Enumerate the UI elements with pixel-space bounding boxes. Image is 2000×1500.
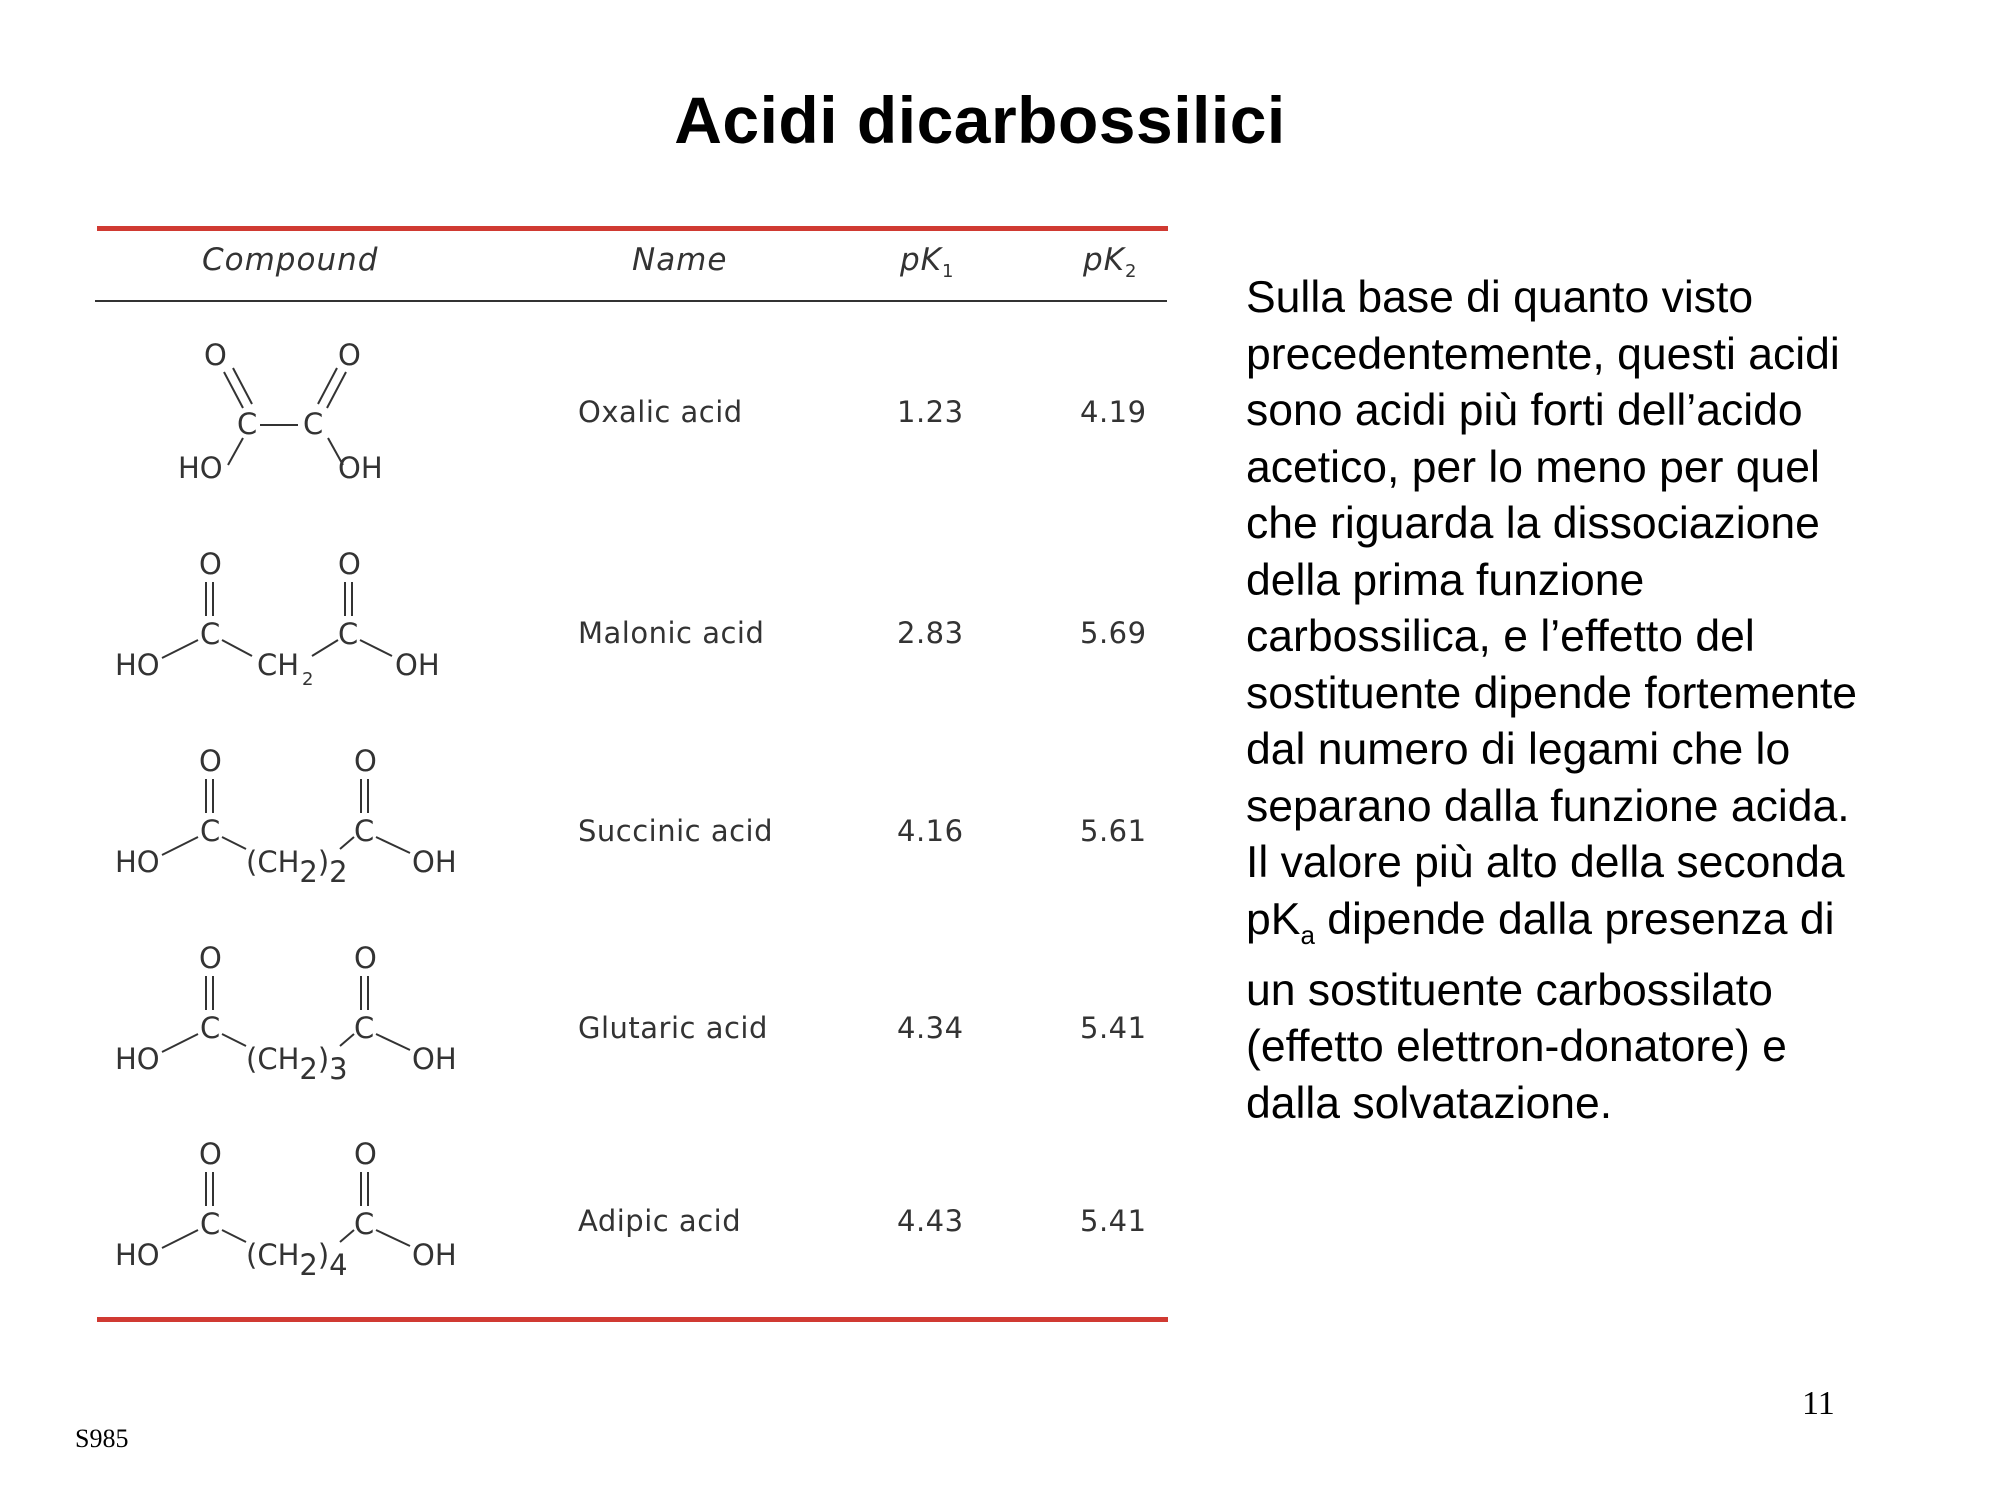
- paragraph-line: che riguarda la dissociazione: [1246, 499, 1820, 548]
- svg-text:(CH2)4: (CH2)4: [246, 1238, 348, 1282]
- svg-text:OH: OH: [412, 1238, 457, 1272]
- svg-text:C: C: [338, 617, 359, 651]
- svg-text:O: O: [338, 338, 361, 372]
- svg-text:HO: HO: [115, 1238, 160, 1272]
- svg-text:O: O: [199, 744, 222, 778]
- svg-text:C: C: [200, 617, 221, 651]
- pk2-value: 5.41: [1080, 1011, 1147, 1045]
- paragraph-line: (effetto elettron-donatore) e: [1246, 1022, 1787, 1072]
- svg-text:C: C: [237, 407, 258, 441]
- svg-text:OH: OH: [412, 1042, 457, 1076]
- svg-text:C: C: [200, 1011, 221, 1045]
- svg-text:CH: CH: [257, 648, 300, 682]
- structure-oxalic-acid: [100, 330, 460, 490]
- svg-text:OH: OH: [338, 451, 383, 485]
- svg-text:C: C: [303, 407, 324, 441]
- pk1-value: 4.34: [897, 1011, 964, 1045]
- svg-text:HO: HO: [115, 845, 160, 879]
- structure-malonic-acid: [100, 540, 460, 700]
- paragraph-line: sono acidi più forti dell’acido: [1246, 386, 1803, 435]
- svg-text:OH: OH: [412, 845, 457, 879]
- svg-text:O: O: [354, 744, 377, 778]
- compound-name: Glutaric acid: [578, 1011, 768, 1045]
- slide-code: S985: [75, 1424, 129, 1453]
- paragraph-line: precedentemente, questi acidi: [1246, 329, 1840, 379]
- paragraph-line: Sulla base di quanto visto: [1246, 273, 1754, 322]
- svg-text:O: O: [199, 547, 222, 581]
- paragraph-line: dalla solvatazione.: [1246, 1078, 1613, 1128]
- paragraph-line: un sostituente carbossilato: [1246, 965, 1773, 1015]
- pk2-value: 5.61: [1080, 814, 1147, 848]
- paragraph-line-pka: $pK_a$ dipende dalla presenza di: [1246, 894, 1835, 950]
- svg-text:O: O: [354, 941, 377, 975]
- svg-text:HO: HO: [178, 451, 223, 485]
- svg-text:C: C: [200, 814, 221, 848]
- svg-text:C: C: [354, 1011, 375, 1045]
- page-number: 11: [1802, 1385, 1835, 1422]
- paragraph-line: carbossilica, e l’effetto del: [1246, 612, 1755, 661]
- svg-text:OH: OH: [395, 648, 440, 682]
- header-compound: Compound: [202, 242, 379, 278]
- structure-succinic-acid: [100, 737, 480, 897]
- svg-text:C: C: [200, 1207, 221, 1241]
- svg-text:C: C: [354, 814, 375, 848]
- structure-glutaric-acid: [100, 934, 480, 1094]
- pk1-value: 4.16: [897, 814, 964, 848]
- slide-title: Acidi dicarbossilici: [674, 83, 1286, 157]
- pk2-value: 5.69: [1080, 616, 1147, 650]
- pk1-value: 4.43: [897, 1204, 964, 1238]
- table-bottom-rule: [97, 1317, 1168, 1322]
- paragraph-line: acetico, per lo meno per quel: [1246, 442, 1820, 492]
- header-pk2: $pK_2$: [1083, 242, 1138, 283]
- svg-text:(CH2)2: (CH2)2: [246, 845, 348, 889]
- pk2-value: 5.41: [1080, 1204, 1147, 1238]
- compound-name: Malonic acid: [578, 616, 765, 650]
- svg-text:O: O: [204, 338, 227, 372]
- paragraph-line: sostituente dipende fortemente: [1246, 668, 1858, 718]
- pk2-value: 4.19: [1080, 395, 1147, 429]
- compound-name: Oxalic acid: [578, 395, 743, 429]
- explanation-paragraph: [1246, 270, 1956, 1132]
- structure-adipic-acid: [100, 1130, 480, 1290]
- svg-text:O: O: [354, 1137, 377, 1171]
- svg-text:O: O: [199, 1137, 222, 1171]
- compound-name: Succinic acid: [578, 814, 774, 848]
- pk1-value: 1.23: [897, 395, 964, 429]
- compound-name: Adipic acid: [578, 1204, 742, 1238]
- paragraph-line: Il valore più alto della seconda: [1246, 838, 1845, 887]
- svg-text:HO: HO: [115, 1042, 160, 1076]
- svg-text:HO: HO: [115, 648, 160, 682]
- svg-text:O: O: [338, 547, 361, 581]
- table-header-rule: [95, 300, 1167, 302]
- table-top-rule: [97, 226, 1168, 231]
- svg-text:2: 2: [302, 669, 314, 690]
- svg-text:O: O: [199, 941, 222, 975]
- pk1-value: 2.83: [897, 616, 964, 650]
- paragraph-line: separano dalla funzione acida.: [1246, 781, 1850, 831]
- header-pk1: $pK_1$: [900, 242, 955, 283]
- svg-text:(CH2)3: (CH2)3: [246, 1042, 348, 1086]
- paragraph-line: della prima funzione: [1246, 555, 1645, 605]
- header-name: Name: [632, 242, 728, 278]
- paragraph-line: dal numero di legami che lo: [1246, 725, 1791, 774]
- svg-text:C: C: [354, 1207, 375, 1241]
